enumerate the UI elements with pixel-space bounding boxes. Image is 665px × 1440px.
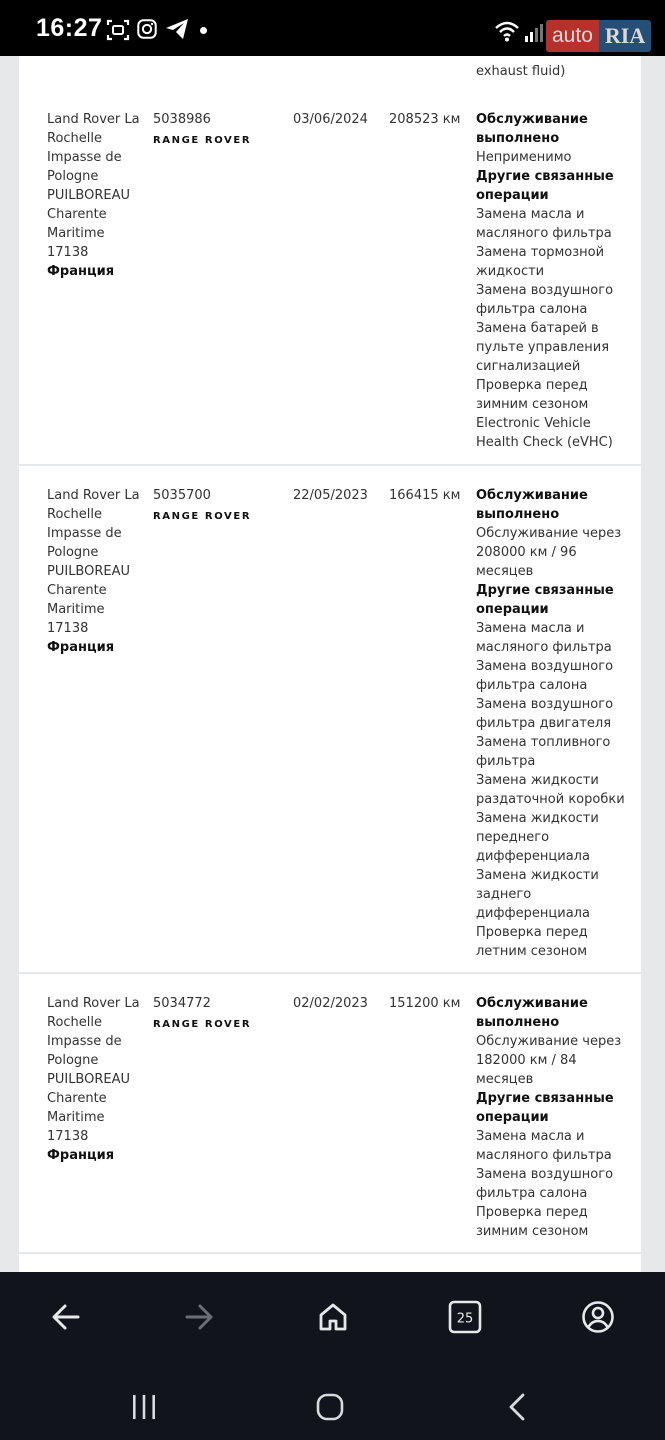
record-number: 5034772 [153,996,211,1011]
system-home-button[interactable] [305,1387,355,1427]
service-record [19,466,641,972]
browser-navigation-bar [0,1272,665,1440]
dealer-country: Франция [47,264,115,279]
instagram-icon [136,18,158,40]
home-icon [318,1302,348,1332]
forward-arrow-icon [184,1303,214,1331]
back-arrow-icon [51,1303,81,1331]
status-bar [0,0,665,56]
home-circle-icon [315,1392,345,1422]
service-date: 02/02/2023 [293,996,368,1011]
back-button[interactable] [38,1292,94,1342]
service-description: Обслуживание выполнено Неприменимо Другие связанные операции Замена масла и масляного фильтра Замена тормозной жидкости Замена воздушного фильтра салона Замена батарей в пульте управления сигнализацией Проверка перед зимним сезоном Electronic Vehicle Health Check (eVHC) [476,112,614,450]
service-mileage: 166415 км [389,488,461,503]
screenshot-icon [106,18,130,42]
service-date: 03/06/2024 [293,112,368,127]
service-record [19,974,641,1252]
service-description: Обслуживание выполнено Обслуживание через 182000 км / 84 месяцев Другие связанные операции Замена масла и масляного фильтра Замена воздушного фильтра салона Проверка перед зимним сезоном [476,996,622,1239]
service-record-partial [19,1254,641,1272]
system-back-icon [507,1392,527,1422]
account-button[interactable] [570,1292,626,1342]
service-description: Обслуживание выполнено Обслуживание через 208000 км / 96 месяцев Другие связанные операции Замена масла и масляного фильтра Замена воздушного фильтра салона Замена воздушного фильтра двигателя Замена топливного фильтра Замена жидкости раздаточной коробки Замена жидкости переднего дифференциала Замена жидкости заднего дифференциала Проверка перед летним сезоном [476,488,625,959]
service-record [19,90,641,464]
wifi-icon [494,20,520,42]
service-history-list[interactable] [0,56,665,1272]
watermark-logo [546,20,651,52]
signal-icon [524,22,544,42]
service-mileage: 151200 км [389,996,461,1011]
watermark-ria: RIA [599,20,651,52]
range-rover-logo: RANGE ROVER [153,135,252,146]
watermark-auto: auto [546,20,599,52]
record-number-cell [153,486,283,526]
tabs-button[interactable] [437,1292,493,1342]
dealer-address: Land Rover La Rochelle Impasse de Pologne PUILBOREAU Charente Maritime 17138 Франция [47,110,147,281]
tabs-icon [448,1300,482,1334]
home-button[interactable] [305,1292,361,1342]
record-number-cell [153,110,283,150]
account-icon [581,1300,615,1334]
service-date: 22/05/2023 [293,488,368,503]
dealer-country: Франция [47,640,115,655]
recent-apps-icon [131,1393,157,1421]
recent-apps-button[interactable] [119,1387,169,1427]
record-number: 5038986 [153,112,211,127]
dealer-address: Land Rover La Rochelle Impasse de Pologne PUILBOREAU Charente Maritime 17138 Франция [47,994,147,1165]
record-number: 5035700 [153,488,211,503]
dealer-country: Франция [47,1148,115,1163]
service-mileage: 208523 км [389,112,461,127]
range-rover-logo: RANGE ROVER [153,511,252,522]
desc-line: exhaust fluid) [476,64,566,79]
notification-dot [200,27,207,34]
status-time: 16:27 [36,14,103,42]
dealer-address: Land Rover La Rochelle Impasse de Pologne PUILBOREAU Charente Maritime 17138 Франция [47,486,147,657]
range-rover-logo: RANGE ROVER [153,1019,252,1030]
telegram-icon [165,18,189,40]
service-record-partial [19,56,641,90]
tab-count: 25 [456,1311,474,1327]
record-number-cell [153,994,283,1034]
system-back-button[interactable] [492,1387,542,1427]
forward-button[interactable] [171,1292,227,1342]
